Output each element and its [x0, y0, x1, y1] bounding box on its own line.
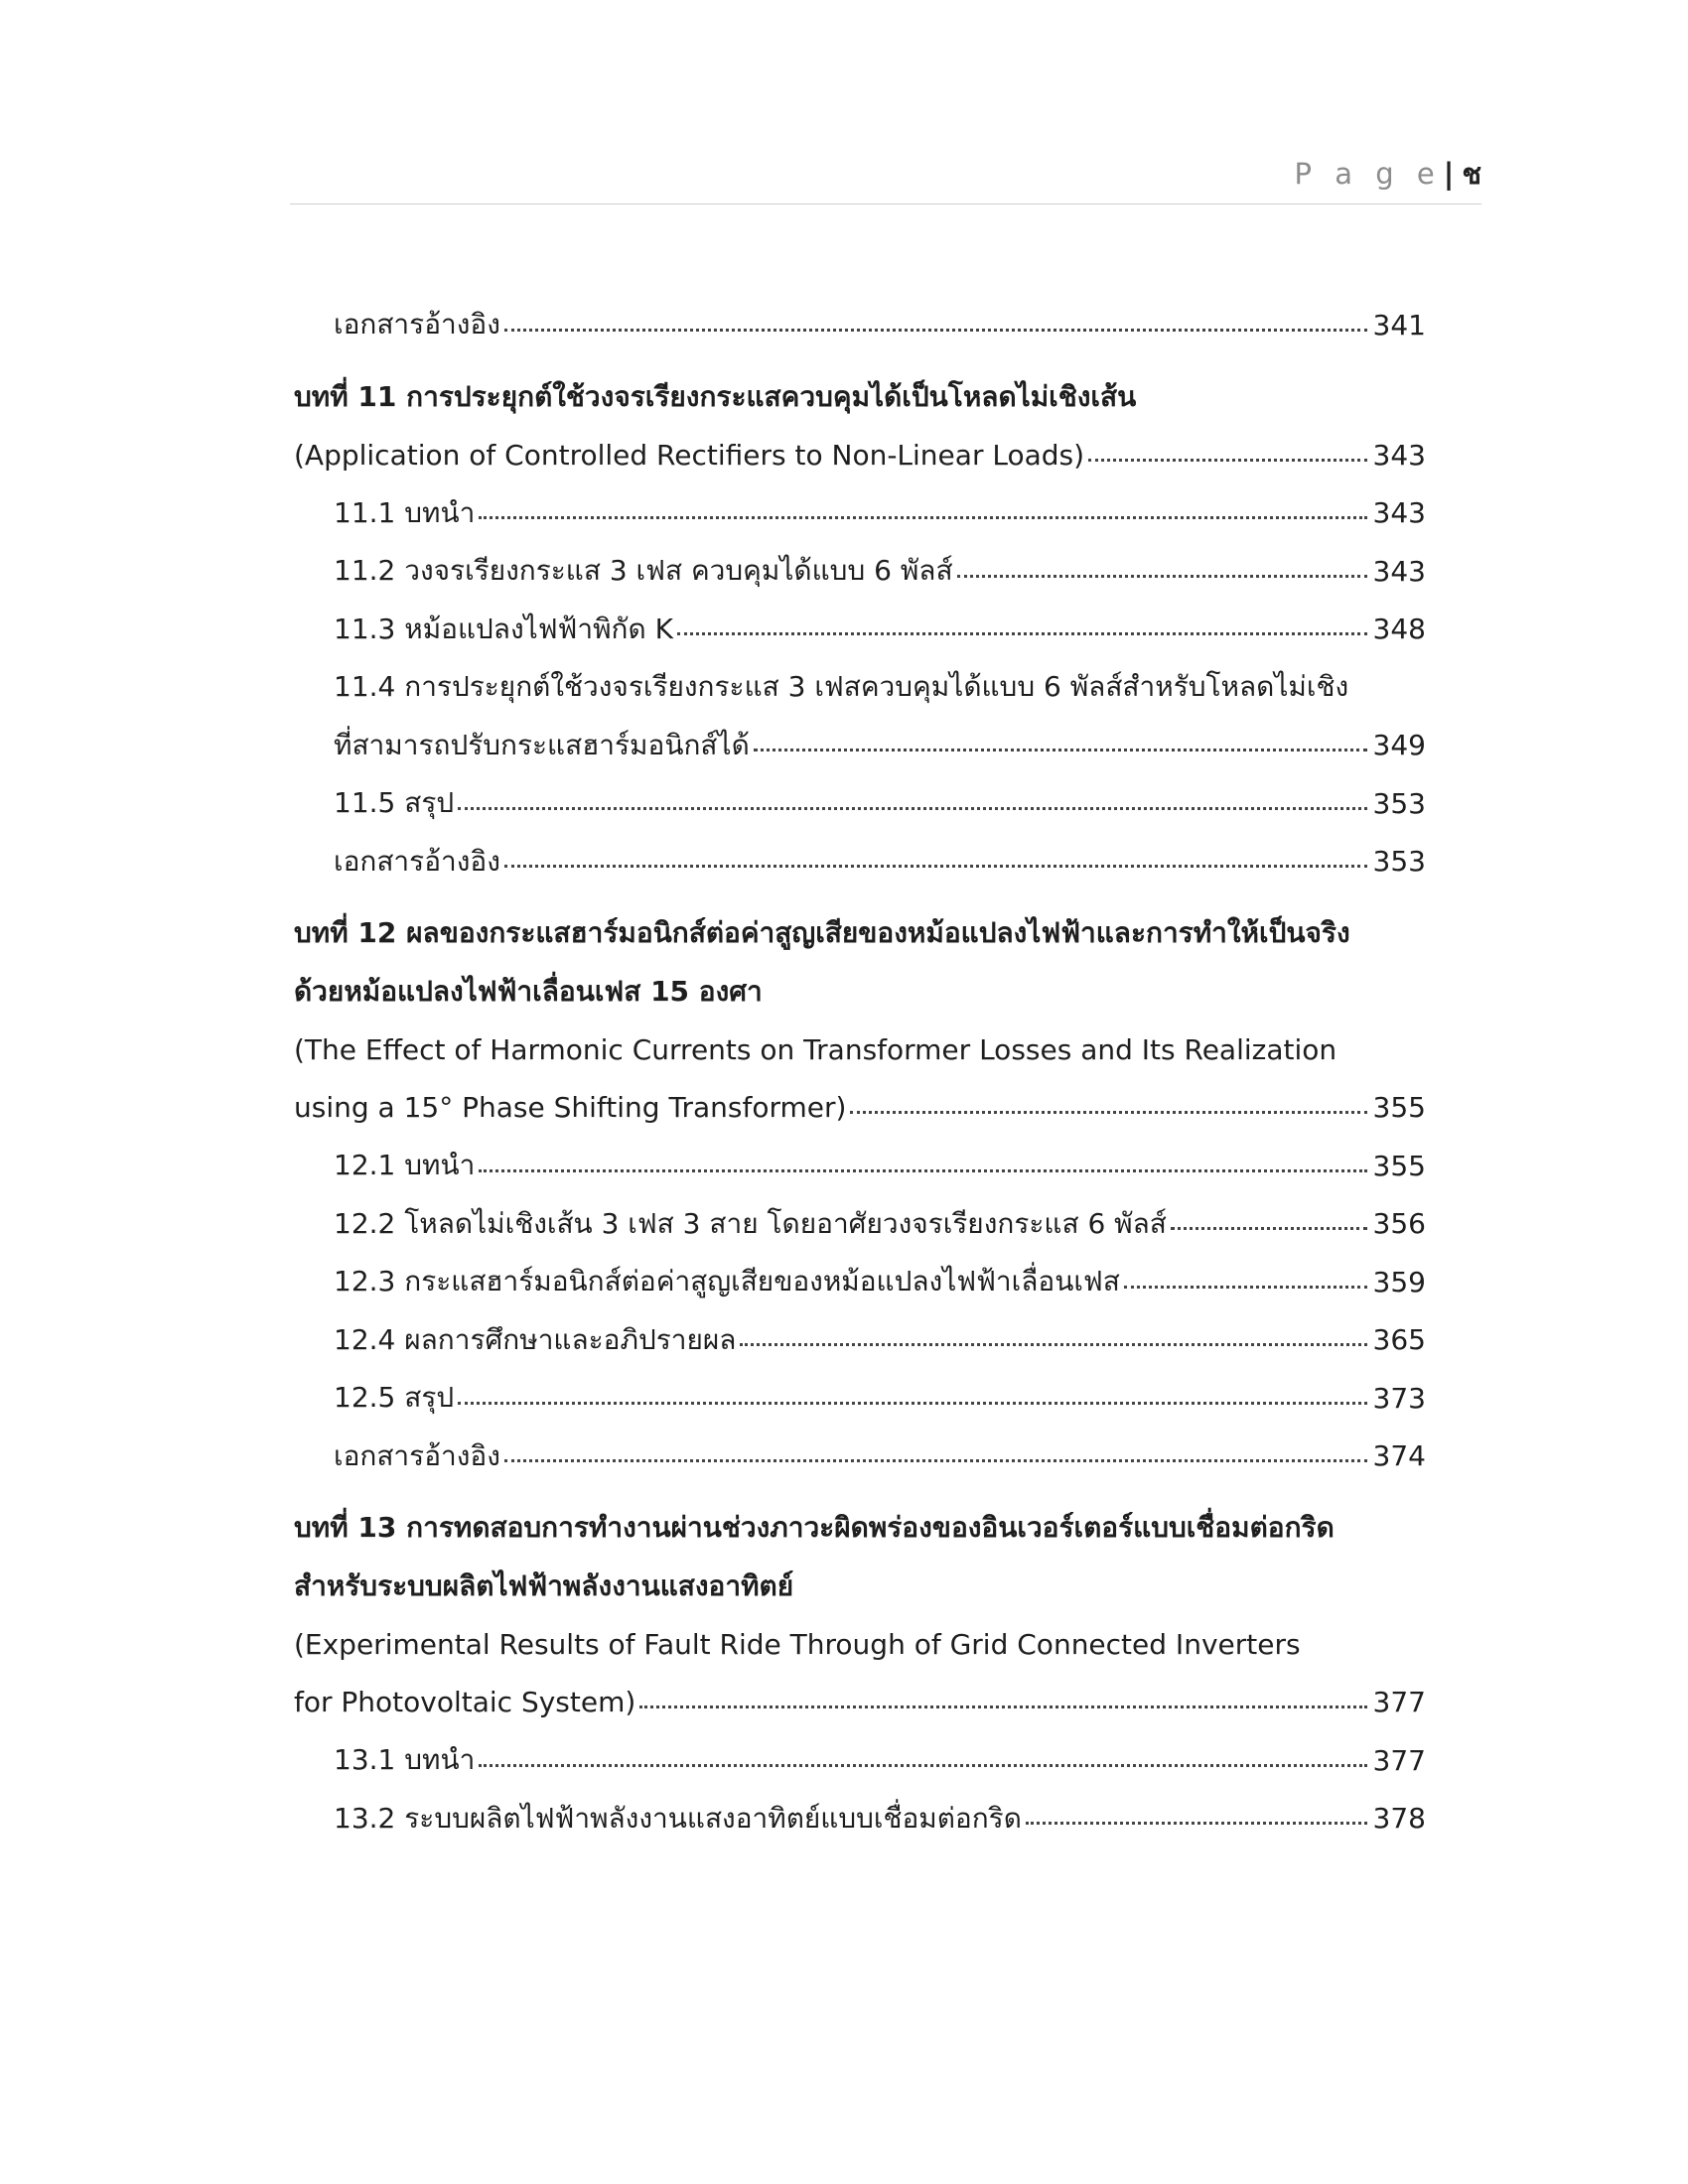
toc-entry-title: เอกสารอ้างอิง: [334, 844, 500, 878]
toc-entry-title: 12.5 สรุป: [334, 1381, 455, 1415]
dot-leader: [504, 1459, 1367, 1462]
toc-entry-title: using a 15° Phase Shifting Transformer): [294, 1091, 847, 1125]
toc-page-number: 353: [1372, 845, 1426, 879]
toc-entry: [294, 658, 1426, 717]
toc-page-number: 374: [1372, 1439, 1426, 1473]
toc-page-number: 343: [1372, 438, 1426, 472]
dot-leader: [479, 1764, 1366, 1767]
toc-chapter-heading: [294, 963, 1426, 1022]
toc-entry: [294, 1311, 1426, 1370]
toc-entry: [294, 484, 1426, 543]
toc-entry: [294, 1731, 1426, 1790]
toc-chapter-heading: [294, 904, 1426, 963]
toc-entry: [294, 542, 1426, 601]
toc-entry-title: เอกสารอ้างอิง: [334, 1438, 500, 1472]
table-of-contents: [294, 296, 1426, 1847]
toc-chapter-heading: [294, 368, 1426, 427]
toc-entry-title: ที่สามารถปรับกระแสฮาร์มอนิกส์ได้: [334, 728, 750, 761]
dot-leader: [458, 807, 1366, 810]
toc-page-number: 377: [1372, 1686, 1426, 1719]
toc-page-number: 343: [1372, 554, 1426, 588]
toc-entry-title: 12.1 บทนำ: [334, 1149, 476, 1182]
dot-leader: [1026, 1822, 1367, 1825]
toc-entry-title: เอกสารอ้างอิง: [334, 308, 500, 341]
toc-entry-title: 13.2 ระบบผลิตไฟฟ้าพลังงานแสงอาทิตย์แบบเชื่อมต่อกริด: [334, 1801, 1022, 1835]
dot-leader: [479, 1169, 1366, 1172]
toc-page-number: 355: [1372, 1091, 1426, 1125]
toc-entry-title: 12.2 โหลดไม่เชิงเส้น 3 เฟส 3 สาย โดยอาศัยวงจรเรียงกระแส 6 พัลส์: [334, 1206, 1167, 1240]
dot-leader: [639, 1706, 1366, 1708]
toc-page-number: 353: [1372, 786, 1426, 820]
toc-entry: [294, 1079, 1426, 1138]
toc-page-number: 348: [1372, 613, 1426, 646]
toc-entry: [294, 601, 1426, 659]
toc-entry-title: บทที่ 13 การทดสอบการทำงานผ่านช่วงภาวะผิดพร่องของอินเวอร์เตอร์แบบเชื่อมต่อกริด: [294, 1511, 1335, 1545]
toc-entry: [294, 1369, 1426, 1428]
toc-entry-title: 11.1 บทนำ: [334, 495, 476, 529]
toc-entry: [294, 426, 1426, 484]
toc-entry: [294, 1137, 1426, 1195]
dot-leader: [504, 865, 1367, 868]
toc-entry: [294, 1021, 1426, 1079]
dot-leader: [504, 329, 1367, 332]
toc-entry: [294, 1790, 1426, 1848]
toc-page-number: 377: [1372, 1743, 1426, 1777]
toc-entry-title: for Photovoltaic System): [294, 1686, 636, 1719]
toc-page-number: 378: [1372, 1802, 1426, 1836]
toc-page-number: 341: [1372, 308, 1426, 341]
dot-leader: [1088, 459, 1367, 462]
toc-entry: [294, 774, 1426, 833]
dot-leader: [479, 516, 1366, 519]
page-header: [290, 151, 1481, 205]
toc-entry-title: บทที่ 12 ผลของกระแสฮาร์มอนิกส์ต่อค่าสูญเสียของหม้อแปลงไฟฟ้าและการทำให้เป็นจริง: [294, 916, 1350, 950]
toc-page-number: 343: [1372, 496, 1426, 530]
toc-entry-title: (The Effect of Harmonic Currents on Transformer Losses and Its Realization: [294, 1032, 1337, 1066]
dot-leader: [957, 575, 1367, 578]
toc-chapter-heading: [294, 1558, 1426, 1616]
toc-entry: [294, 833, 1426, 891]
toc-page-number: 356: [1372, 1207, 1426, 1241]
page-word: P a g e: [1294, 157, 1442, 191]
toc-page-number: 373: [1372, 1381, 1426, 1415]
toc-entry: [294, 1253, 1426, 1311]
toc-page-number: 365: [1372, 1323, 1426, 1357]
page-number: ช: [1462, 157, 1481, 191]
toc-entry: [294, 296, 1426, 354]
toc-entry: [294, 1674, 1426, 1732]
toc-page-number: 355: [1372, 1149, 1426, 1182]
toc-entry-title: 11.5 สรุป: [334, 786, 455, 820]
dot-leader: [850, 1111, 1366, 1114]
toc-entry: [294, 1428, 1426, 1486]
toc-entry-title: สำหรับระบบผลิตไฟฟ้าพลังงานแสงอาทิตย์: [294, 1569, 794, 1602]
toc-page-number: 349: [1372, 729, 1426, 762]
dot-leader: [677, 632, 1367, 635]
toc-entry-title: 13.1 บทนำ: [334, 1743, 476, 1777]
toc-entry-title: (Application of Controlled Rectifiers to Non-Linear Loads): [294, 438, 1085, 472]
toc-entry: [294, 1615, 1426, 1674]
toc-chapter-heading: [294, 1499, 1426, 1558]
page-separator: |: [1443, 157, 1455, 191]
toc-entry: [294, 717, 1426, 775]
dot-leader: [458, 1402, 1366, 1405]
dot-leader: [1171, 1227, 1367, 1230]
toc-page-number: 359: [1372, 1265, 1426, 1298]
dot-leader: [754, 749, 1367, 751]
toc-entry-title: 12.4 ผลการศึกษาและอภิปรายผล: [334, 1322, 737, 1356]
toc-entry-title: 11.4 การประยุกต์ใช้วงจรเรียงกระแส 3 เฟสควบคุมได้แบบ 6 พัลส์สำหรับโหลดไม่เชิง: [334, 670, 1349, 704]
page-indicator: [1295, 157, 1481, 191]
dot-leader: [1124, 1286, 1367, 1289]
toc-entry-title: 11.2 วงจรเรียงกระแส 3 เฟส ควบคุมได้แบบ 6 พัลส์: [334, 554, 953, 588]
toc-entry-title: 12.3 กระแสฮาร์มอนิกส์ต่อค่าสูญเสียของหม้อแปลงไฟฟ้าเลื่อนเฟส: [334, 1265, 1120, 1298]
toc-entry-title: (Experimental Results of Fault Ride Through of Grid Connected Inverters: [294, 1627, 1301, 1661]
toc-entry: [294, 1195, 1426, 1254]
dot-leader: [740, 1343, 1366, 1346]
toc-entry-title: ด้วยหม้อแปลงไฟฟ้าเลื่อนเฟส 15 องศา: [294, 974, 763, 1008]
toc-entry-title: บทที่ 11 การประยุกต์ใช้วงจรเรียงกระแสควบคุมได้เป็นโหลดไม่เชิงเส้น: [294, 379, 1137, 413]
toc-entry-title: 11.3 หม้อแปลงไฟฟ้าพิกัด K: [334, 612, 673, 645]
